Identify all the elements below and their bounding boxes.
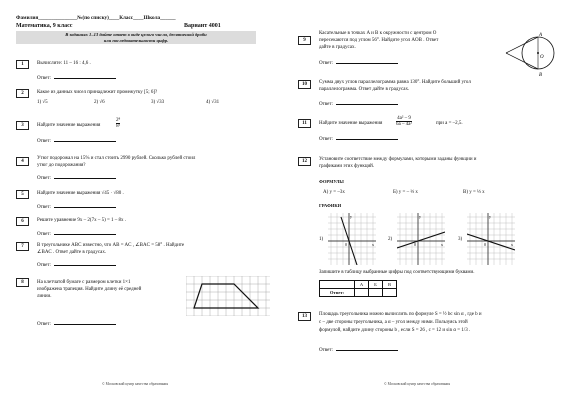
right-page (288, 4, 558, 392)
question-number-13: 13 (298, 312, 311, 321)
graph-label-1: 1) (319, 237, 324, 242)
question-11-fraction (396, 116, 412, 127)
formulas-heading: ФОРМУЛЫ (319, 179, 344, 184)
question-11-text: Найдите значение выражения (319, 121, 383, 126)
table-instruction: Запишите в таблицу выбранные цифры под соответствующими буквами. (319, 270, 475, 275)
answer-field-11[interactable] (319, 135, 398, 142)
answer-label: Ответ: (319, 348, 333, 353)
answer-label: Ответ: (37, 322, 51, 327)
answer-label: Ответ: (37, 176, 51, 181)
question-13-text: Площадь треугольника можно вычислить по формуле S = ½ bc sin α , где b и (319, 312, 482, 317)
question-1-text: Вычислите: 11 – 16 : 4,6 . (37, 61, 91, 66)
label-b: B (539, 73, 543, 78)
question-8-text: На клетчатой бумаге с размером клетки 1×1 (37, 280, 131, 285)
question-number-6: 6 (16, 217, 29, 226)
fraction-denominator: 8² (116, 124, 121, 129)
answer-label: Ответ: (37, 139, 51, 144)
formula-c: В) y = ⅓ x (463, 190, 485, 195)
graph-3 (467, 213, 515, 265)
question-4-text-2: утюг до подорожания? (37, 163, 86, 168)
graph-2-line (397, 232, 445, 248)
question-number-10: 10 (298, 80, 311, 89)
answer-field-10[interactable] (319, 100, 398, 107)
footer-left: © Московский центр качества образования (102, 382, 168, 386)
answer-label: Ответ: (319, 102, 333, 107)
question-3-text: Найдите значение выражения (37, 123, 101, 128)
question-8-text-3: линии. (37, 294, 52, 299)
question-2-option-2: 2) √6 (94, 100, 105, 105)
question-9-text: Касательные в точках A и B к окружности с центром O (319, 31, 437, 36)
variant-label: Вариант 4001 (184, 23, 221, 29)
answer-field-6[interactable] (37, 230, 116, 237)
answer-field-5[interactable] (37, 203, 116, 210)
graph-1 (328, 213, 376, 265)
footer-right: © Московский центр качества образования (384, 382, 450, 386)
answer-label: Ответ: (37, 76, 51, 81)
graph-3-x-label: x (511, 242, 513, 247)
answer-label: Ответ: (37, 263, 51, 268)
answer-label: Ответ: (37, 205, 51, 210)
instruction-banner (16, 31, 256, 44)
answer-table (319, 280, 397, 297)
table-header-b: Б (369, 281, 383, 289)
table-header-a: А (355, 281, 369, 289)
graph-3-y-label: y (489, 214, 491, 219)
question-13-text-3: формулой, найдите длину стороны b , если S = 26 , c = 12 и sin α = 1/3 . (319, 328, 471, 333)
question-13-text-2: c – две стороны треугольника, а α – угол между ними. Пользуясь этой (319, 320, 468, 325)
label-o: O (540, 55, 544, 60)
question-10-text: Сумма двух углов параллелограмма равна 130°. Найдите больший угол (319, 80, 471, 85)
answer-field-9[interactable] (319, 59, 398, 66)
question-5-text: Найдите значение выражения √45 · √80 . (37, 191, 124, 196)
question-2-option-4: 4) √31 (206, 100, 220, 105)
question-7-text-2: ∠BAC . Ответ дайте в градусах. (37, 250, 107, 255)
tangent-circle-figure (502, 28, 556, 78)
answer-cell-b[interactable] (369, 289, 383, 297)
instruction-line-2: или последовательности цифр. (103, 37, 169, 43)
graph-2 (397, 213, 445, 265)
question-number-7: 7 (16, 242, 29, 251)
graph-3-origin-label: 0 (484, 242, 486, 247)
fraction-denominator: 6a – 4a² (396, 122, 412, 127)
graph-1-y-label: y (350, 214, 352, 219)
question-number-9: 9 (298, 36, 311, 45)
question-9-text-3: дайте в градусах. (319, 45, 356, 50)
question-number-2: 2 (16, 89, 29, 98)
left-page (6, 4, 276, 392)
question-number-5: 5 (16, 190, 29, 199)
student-info-line: Фамилия_______________№(по списку)____Класс____Школа______ (16, 15, 176, 21)
answer-label: Ответ: (319, 137, 333, 142)
graph-label-2: 2) (388, 237, 393, 242)
formula-b: Б) y = – ⅓ x (393, 190, 418, 195)
answer-cell-c[interactable] (383, 289, 397, 297)
subject-title: Математика, 9 класс (16, 23, 73, 29)
fraction-numerator: 2⁸ (116, 118, 121, 123)
question-3-fraction (116, 118, 120, 129)
graphs-heading: ГРАФИКИ (319, 203, 342, 208)
table-header-c: В (383, 281, 397, 289)
question-number-8: 8 (16, 278, 29, 287)
question-8-text-2: изображена трапеция. Найдите длину её средней (37, 287, 142, 292)
question-2-option-1: 1) √5 (37, 100, 48, 105)
graph-2-y-label: y (419, 214, 421, 219)
answer-field-7[interactable] (37, 261, 116, 268)
graph-3-line (467, 234, 515, 250)
question-number-11: 11 (298, 119, 311, 128)
graph-label-3: 3) (458, 237, 463, 242)
question-7-text: В треугольнике ABC известно, что AB = AC , ∠BAC = 58° . Найдите (37, 243, 185, 248)
instruction-line-1: В заданиях 1–13 дайте ответ в виде целого числа, десятичной дроби (65, 32, 207, 37)
question-number-1: 1 (16, 60, 29, 69)
question-2-text: Какое из данных чисел принадлежит промежутку [5; 6]? (37, 90, 158, 95)
graph-1-origin-label: 0 (345, 242, 347, 247)
answer-field-1[interactable] (37, 74, 116, 81)
answer-table-label: Ответ: (320, 289, 355, 297)
answer-field-3[interactable] (37, 137, 116, 144)
graph-1-x-label: x (372, 242, 374, 247)
label-a: A (539, 33, 543, 38)
question-2-option-3: 3) √33 (151, 100, 165, 105)
answer-cell-a[interactable] (355, 289, 369, 297)
trapezoid-grid-figure (186, 276, 270, 316)
question-6-text: Решите уравнение 9x – 2(7x – 5) = 1 – 8x . (37, 218, 127, 223)
answer-label: Ответ: (37, 232, 51, 237)
formula-a: А) y = –3x (323, 190, 345, 195)
question-number-4: 4 (16, 157, 29, 166)
question-12-text: Установите соответствие между формулами, которыми заданы функции и (319, 157, 477, 162)
graph-2-origin-label: 0 (414, 242, 416, 247)
question-number-12: 12 (298, 157, 311, 166)
question-11-condition: при a = –2,5. (436, 121, 463, 126)
fraction-numerator: 4a² – 9 (397, 116, 411, 121)
question-10-text-2: параллелограмма. Ответ дайте в градусах. (319, 87, 410, 92)
answer-label: Ответ: (319, 61, 333, 66)
question-9-text-2: пересекаются под углом 56°. Найдите угол AOB . Ответ (319, 38, 439, 43)
answer-field-4[interactable] (37, 174, 116, 181)
question-4-text: Утюг подорожал на 15% и стал стоить 2990 рублей. Сколько рублей стоил (37, 156, 196, 161)
question-number-3: 3 (16, 121, 29, 130)
question-12-text-2: графиками этих функций. (319, 164, 375, 169)
answer-field-13[interactable] (319, 346, 398, 353)
graph-2-x-label: x (441, 242, 443, 247)
answer-table-corner (320, 281, 355, 289)
answer-field-8[interactable] (37, 320, 116, 327)
